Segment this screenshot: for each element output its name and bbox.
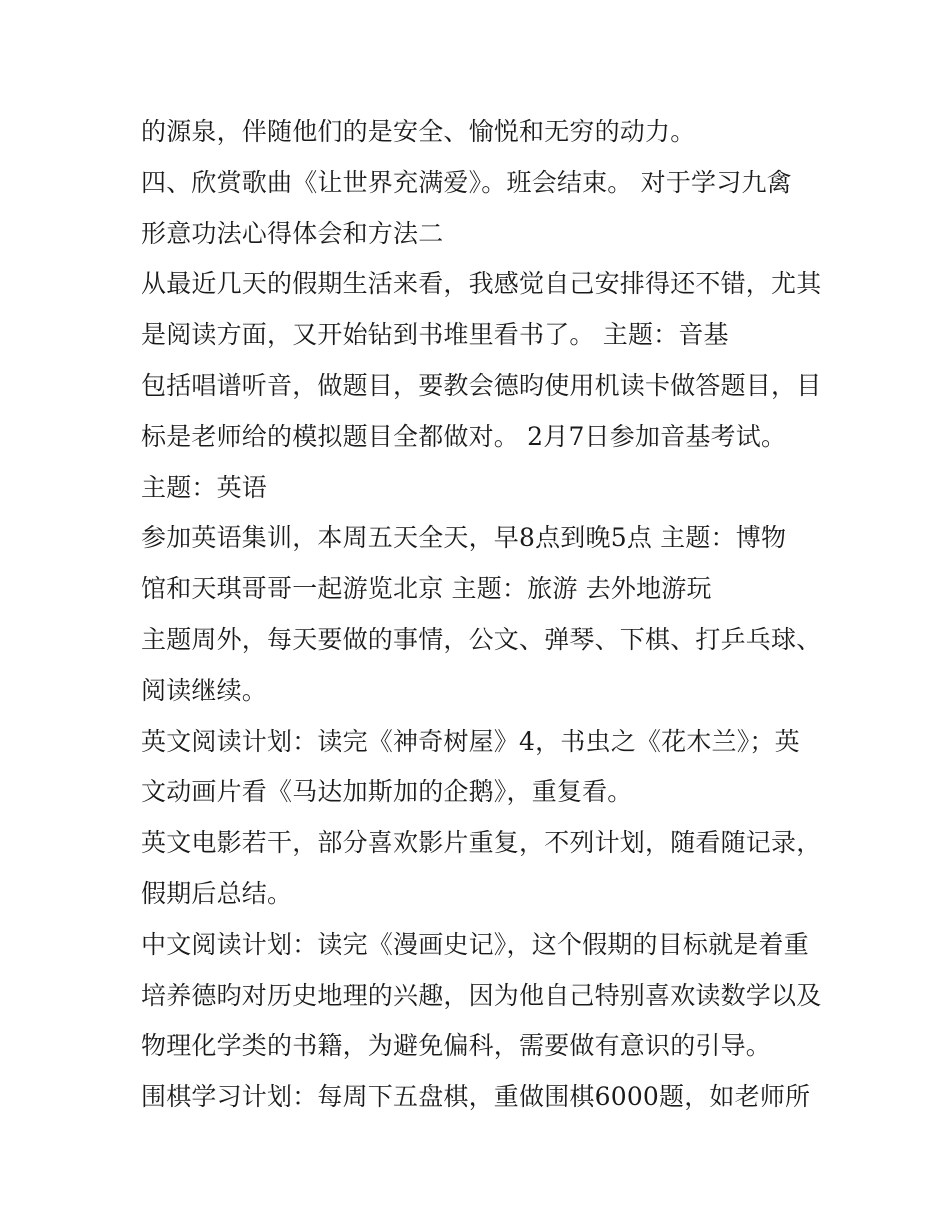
text-line: 中文阅读计划：读完《漫画史记》，这个假期的目标就是着重 (141, 929, 809, 959)
text-line: 文动画片看《马达加斯加的企鹅》，重复看。 (141, 777, 633, 807)
text-line: 物理化学类的书籍，为避免偏科，需要做有意识的引导。 (141, 1031, 772, 1061)
text-line: 英文电影若干，部分喜欢影片重复，不列计划，随看随记录， (141, 828, 822, 858)
text-line: 主题：英语 (141, 472, 268, 502)
text-line: 从最近几天的假期生活来看，我感觉自己安排得还不错，尤其 (141, 269, 822, 299)
text-line: 围棋学习计划：每周下五盘棋，重做围棋6000题，如老师所 (141, 1082, 811, 1112)
text-line: 是阅读方面，又开始钻到书堆里看书了。 主题：音基 (141, 320, 729, 350)
text-line: 包括唱谱听音，做题目，要教会德昀使用机读卡做答题目，目 (141, 370, 822, 400)
text-line: 主题周外，每天要做的事情，公文、弹琴、下棋、打乒乓球、 (141, 624, 822, 654)
text-line: 形意功法心得体会和方法二 (141, 218, 444, 248)
text-line: 阅读继续。 (141, 675, 268, 705)
text-line: 英文阅读计划：读完《神奇树屋》4，书虫之《花木兰》；英 (141, 726, 800, 756)
text-line: 参加英语集训，本周五天全天，早8点到晚5点 主题：博物 (141, 523, 787, 553)
document-body (141, 107, 821, 1123)
text-line: 的源泉，伴随他们的是安全、愉悦和无穷的动力。 (141, 117, 696, 146)
text-line: 假期后总结。 (141, 878, 293, 908)
text-line: 四、欣赏歌曲《让世界充满爱》。班会结束。 对于学习九禽 (141, 167, 792, 197)
text-line: 馆和天琪哥哥一起游览北京 主题：旅游 去外地游玩 (141, 574, 712, 604)
text-line: 培养德昀对历史地理的兴趣，因为他自己特别喜欢读数学以及 (141, 980, 822, 1010)
text-line: 标是老师给的模拟题目全都做对。 2月7日参加音基考试。 (141, 421, 787, 451)
